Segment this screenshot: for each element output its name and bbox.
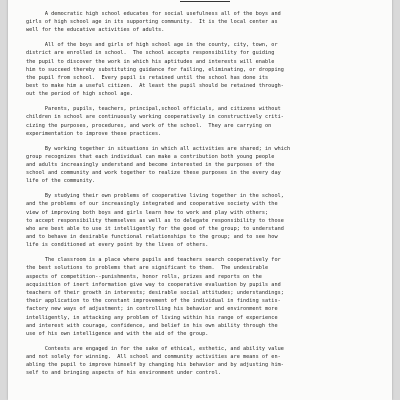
text-line: to accept responsibility themselves as well as to delegate responsibility to those	[26, 217, 284, 224]
text-line: their application to the constant improvement of the individual in finding satis-	[26, 298, 281, 305]
text-line: children in school are continuously working cooperatively in constructively criti-	[26, 114, 284, 121]
text-line: The classroom is a place where pupils and teachers search cooperatively for	[26, 257, 281, 264]
text-line: A democratic high school educates for social usefulness all of the boys and	[26, 11, 281, 17]
text-line: him to succeed thereby substituting guidance for failing, eliminating, or dropping	[26, 66, 284, 73]
paragraph	[26, 192, 378, 249]
document-page	[8, 0, 392, 400]
text-line: By working together in situations in which all activities are shared; in which	[26, 145, 291, 152]
text-line: aspects of competition--punishments, honor rolls, prizes and reports on the	[26, 273, 262, 280]
text-line: best to make him a useful citizen. At least the pupil should be retained through-	[26, 83, 284, 90]
page-title	[180, 0, 230, 2]
page-header	[8, 0, 392, 6]
text-line: factory new ways of adjustment; in controlling his behavior and environment more	[26, 306, 278, 313]
text-line: intelligently, in attacking any problem of living within his range of experience	[26, 314, 278, 321]
text-line: district are enrolled in school. The school accepts responsibility for guiding	[26, 50, 275, 57]
paragraph	[26, 256, 378, 338]
text-line: well for the educative activities of adults.	[26, 27, 165, 34]
paragraph	[26, 10, 378, 35]
paragraph	[26, 105, 378, 138]
text-line: view of improving both boys and girls learn how to work and play with others;	[26, 209, 269, 216]
paragraph	[26, 145, 378, 186]
text-line: girls of high school age in its supporting community. It is the local center as	[26, 19, 278, 26]
text-line: Contests are engaged in for the sake of ethical, esthetic, and ability value	[26, 345, 284, 352]
text-line: Parents, pupils, teachers, principal,school officials, and citizens without	[26, 106, 281, 113]
text-line: and the problems of our increasingly integrated and cooperative society with the	[26, 201, 278, 208]
text-line: and adults increasingly understand and become interested in the purposes of the	[26, 162, 275, 169]
text-line: life of the community.	[26, 178, 96, 185]
document-body	[26, 10, 378, 384]
text-line: school and community and work together to realize these purposes in the every day	[26, 170, 281, 177]
text-line: teachers of their growth in interests; desirable social attitudes; understandings;	[26, 290, 284, 297]
text-line: abling the pupil to improve himself by changing his behavior and by adjusting him-	[26, 362, 284, 369]
text-line: acquisition of inert information give way to cooperative evaluation by pupils and	[26, 281, 281, 288]
text-line: experimentation to improve these practices.	[26, 130, 162, 137]
text-line: group recognizes that each individual can make a contribution both young people	[26, 153, 275, 160]
text-line: who are best able to use it intelligently for the good of the group; to understand	[26, 226, 284, 233]
paragraph	[26, 41, 378, 98]
text-line: and not solely for winning. All school and community activities are means of en-	[26, 354, 281, 361]
text-line: All of the boys and girls of high school age in the county, city, town, or	[26, 42, 278, 49]
text-line: life is conditioned at every point by the lives of others.	[26, 242, 209, 249]
paragraph	[26, 345, 378, 378]
text-line: cizing the purposes, procedures, and work of the school. They are carrying on	[26, 122, 272, 129]
text-line: By studying their own problems of cooperative living together in the school,	[26, 193, 284, 200]
text-line: the best solutions to problems that are significant to them. The undesirable	[26, 265, 269, 272]
text-line: the pupil to discover the work in which his aptitudes and interests will enable	[26, 58, 275, 65]
text-line: and interest with courage, confidence, and belief in his own ability through the	[26, 322, 278, 329]
text-line: and to behave in desirable functional relationships to the group; and to see how	[26, 234, 278, 241]
text-line: the pupil from school. Every pupil is retained until the school has done its	[26, 75, 269, 82]
text-line: out the period of high school age.	[26, 91, 133, 98]
text-line: use of his own intelligence and with the aid of the group.	[26, 331, 209, 338]
text-line: self to and bringing aspects of his environment under control.	[26, 370, 221, 377]
